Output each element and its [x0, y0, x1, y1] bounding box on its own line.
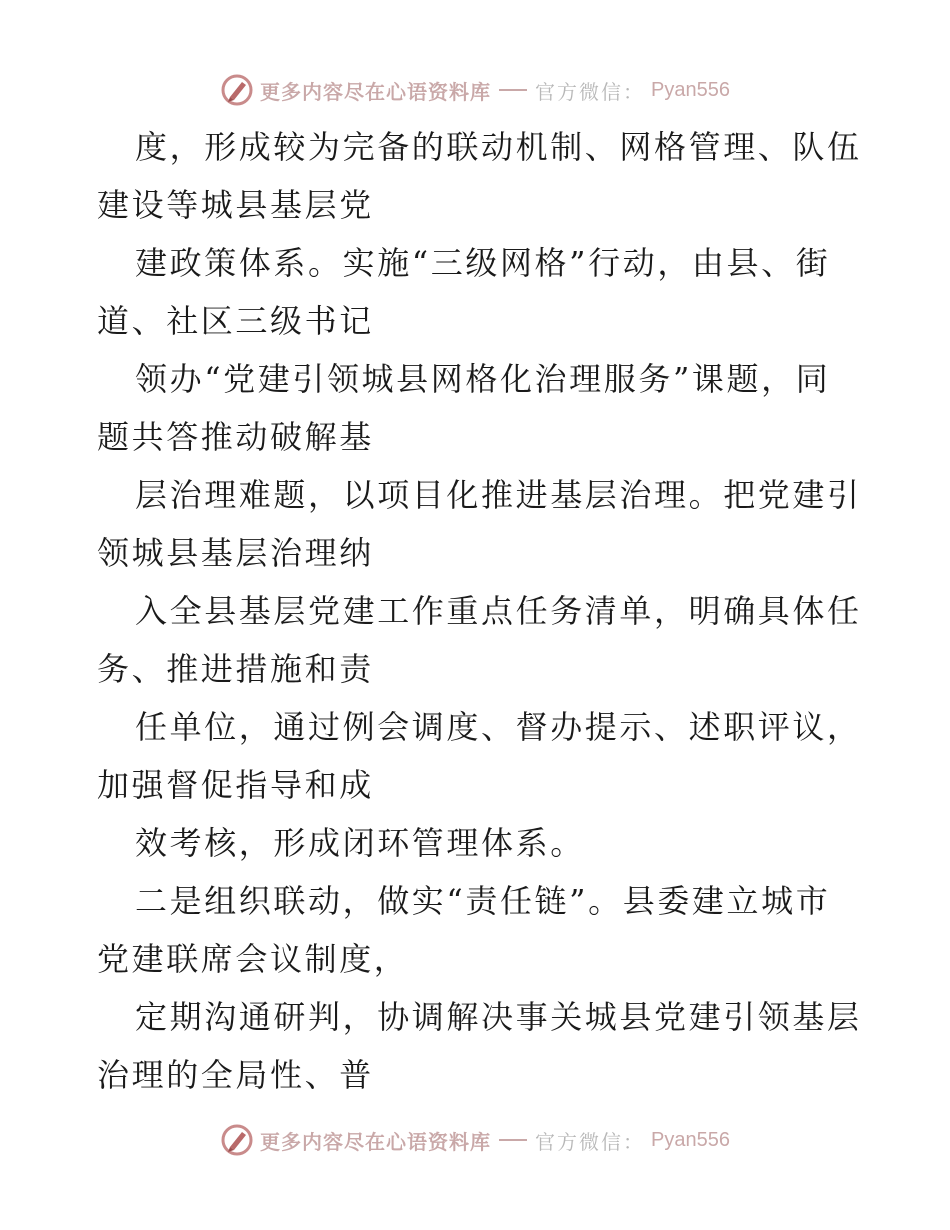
text-line: 建政策体系。实施“三级网格”行动，由县、街: [135, 244, 831, 282]
footer-watermark: [0, 1120, 950, 1160]
text-line: 领办“党建引领城县网格化治理服务”课题，同: [135, 360, 831, 398]
text-line: 务、推进措施和责: [97, 650, 374, 688]
text-line: 定期沟通研判，协调解决事关城县党建引领基层: [135, 998, 862, 1036]
text-line: 领城县基层治理纳: [97, 534, 374, 572]
text-line: 治理的全局性、普: [97, 1056, 374, 1094]
header-watermark: [0, 70, 950, 110]
text-line: 入全县基层党建工作重点任务清单，明确具体任: [135, 592, 862, 630]
watermark-text: 更多内容尽在心语资料库: [260, 79, 492, 104]
pen-logo-icon: [220, 73, 254, 107]
watermark-label: 官方微信：: [535, 79, 646, 104]
text-line: 二是组织联动，做实“责任链”。县委建立城市: [135, 882, 831, 920]
text-line: 党建联席会议制度，: [97, 940, 409, 978]
watermark-id: Pyan556: [651, 1128, 730, 1151]
text-line: 层治理难题，以项目化推进基层治理。把党建引: [135, 476, 862, 514]
text-line: 度，形成较为完备的联动机制、网格管理、队伍: [135, 128, 862, 166]
pen-logo-icon: [220, 1123, 254, 1157]
text-line: 建设等城县基层党: [97, 186, 374, 224]
document-body: [97, 118, 862, 1104]
text-line: 任单位，通过例会调度、督办提示、述职评议，: [135, 708, 862, 746]
text-line: 加强督促指导和成: [97, 766, 374, 804]
watermark-label: 官方微信：: [535, 1129, 646, 1154]
watermark-dash: [499, 89, 527, 91]
watermark-text: 更多内容尽在心语资料库: [260, 1129, 492, 1154]
watermark-id: Pyan556: [651, 78, 730, 101]
text-line: 题共答推动破解基: [97, 418, 374, 456]
text-line: 道、社区三级书记: [97, 302, 374, 340]
watermark-dash: [499, 1139, 527, 1141]
text-line: 效考核，形成闭环管理体系。: [135, 824, 585, 862]
